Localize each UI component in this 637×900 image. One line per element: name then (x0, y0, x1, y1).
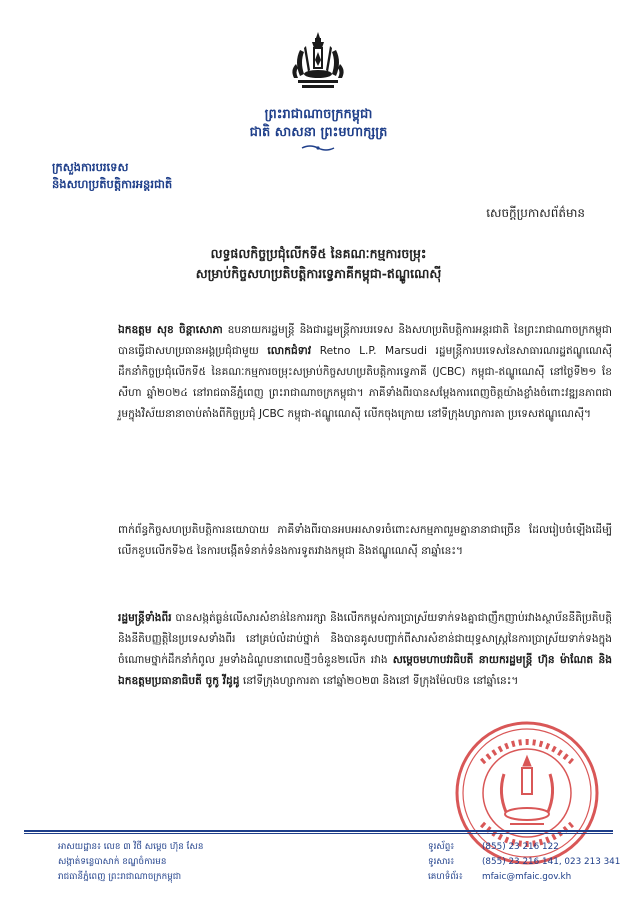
web-label: គេហទំព័រ៖ (428, 872, 463, 882)
fax-row (428, 855, 620, 870)
footer-divider-thin (24, 833, 613, 834)
phone-label: ទូរស័ព្ទ៖ (428, 842, 455, 852)
footer-divider (24, 830, 613, 832)
fax-label: ទូរសារ៖ (428, 857, 455, 867)
ministry-name-line1: ក្រសួងការបរទេស (52, 160, 129, 174)
p1-text-b: Retno L.P. Marsudi រដ្ឋមន្ត្រីការបរទេសនៃសាធារណរដ្ឋឥណ្ឌូណេស៊ី ដឹកនាំកិច្ចប្រជុំលើកទី៥ នៃគណៈកម្មការចម្រុះសម្រាប់កិច្ចសហប្រតិបត្តិការទ្វេភាគី (JCBC) កម្ពុជា-ឥណ្ឌូណេស៊ី នៅថ្ងៃទី២១ ខែសីហា ឆ្នាំ២០២៤ នៅរាជធានីភ្នំពេញ ព្រះរាជាណាចក្រកម្ពុជា។ ភាគីទាំងពីរបានសម្តែងការពេញចិត្តយ៉ាងខ្លាំងចំពោះវឌ្ឍនភាពជារួមក្នុងវិស័យនានាចាប់តាំងពីកិច្ចប្រជុំ JCBC កម្ពុជា-ឥណ្ឌូណេស៊ី លើកចុងក្រោយ នៅទីក្រុងហ្សាការតា ប្រទេសឥណ្ឌូណេស៊ី។ (118, 345, 612, 420)
press-release-label: សេចក្តីប្រកាសព័ត៌មាន (486, 206, 585, 220)
document-title-line2: សម្រាប់កិច្ចសហប្រតិបត្តិការទ្វេភាគីកម្ពុជា-ឥណ្ឌូណេស៊ី (195, 266, 442, 281)
fax-value: (855) 23 216 141, 023 213 341 (482, 857, 621, 867)
paragraph-2: ពាក់ព័ន្ធកិច្ចសហប្រតិបត្តិការនយោបាយ ភាគីទាំងពីរបានអបអរសាទរចំពោះសកម្មភាពរួមគ្នានានាជាច្រើន ដែលរៀបចំឡើងដើម្បីលើកខួបលើកទី៦៥ នៃការបង្កើតទំនាក់ទំនងការទូតរវាងកម្ពុជា និងឥណ្ឌូណេស៊ី នាឆ្នាំនេះ។ (118, 524, 612, 557)
p1-lead: ឯកឧត្តម សុខ ចិន្តាសោភា (118, 324, 223, 336)
ornament-divider-icon (300, 144, 336, 152)
kingdom-name: ព្រះរាជាណាចក្រកម្ពុជា (264, 107, 373, 122)
p3-names: សម្តេចមហាបវរធិបតី នាយករដ្ឋមន្ត្រី ហ៊ុន ម៉ាណែត និង ឯកឧត្តមប្រធានាធិបតី ចូកូ វីដូដូ (118, 654, 613, 687)
phone-row (428, 840, 620, 855)
document-title-line1: លទ្ធផលកិច្ចប្រជុំលើកទី៥ នៃគណៈកម្មការចម្រុះ (210, 246, 427, 261)
ministry-name-line2: និងសហប្រតិបត្តិការអន្តរជាតិ (52, 177, 173, 191)
p3-lead: រដ្ឋមន្ត្រីទាំងពីរ (118, 612, 172, 624)
paragraph-1 (118, 320, 612, 488)
address-line-2: សង្កាត់ទន្លេបាសាក់ ខណ្ឌចំការមន (58, 857, 167, 867)
phone-value: (855) 23 216 122 (482, 842, 559, 852)
p1-text-a: ឧបនាយករដ្ឋមន្ត្រី និងជារដ្ឋមន្ត្រីការបរទេស និងសហប្រតិបត្តិការអន្តរជាតិ នៃព្រះរាជាណាចក្រកម្ពុជា បានធ្វើជាសហប្រធានអង្គប្រជុំជាមួយ (118, 324, 612, 357)
footer-contact (428, 840, 620, 885)
footer-address (58, 840, 203, 885)
address-line-1: អាសយដ្ឋាន៖ លេខ ៣ វិថី សម្តេច ហ៊ុន សែន (58, 842, 204, 852)
web-value[interactable]: mfaic@mfaic.gov.kh (482, 872, 572, 882)
address-line-3: រាជធានីភ្នំពេញ ព្រះរាជាណាចក្រកម្ពុជា (58, 872, 182, 882)
p3-text-b: នៅទីក្រុងហ្សាការតា នៅឆ្នាំ២០២៣ និងនៅ ទីក្រុងម៉ែលប៊ន នៅឆ្នាំនេះ។ (239, 675, 519, 687)
royal-coat-of-arms-icon (286, 30, 350, 94)
national-motto: ជាតិ សាសនា ព្រះមហាក្សត្រ (249, 125, 388, 140)
web-row (428, 870, 620, 885)
p3-text-a: បានសង្កត់ធ្ងន់លើសារសំខាន់នៃការរក្សា និងលើកកម្ពស់ការប្រាស្រ័យទាក់ទងគ្នាជាញឹកញាប់រវាងស្ថាប័ននីតិប្រតិបត្តិ និងនីតិបញ្ញត្តិនៃប្រទេសទាំងពីរ នៅគ្រប់លំដាប់ថ្នាក់ និងបានគូសបញ្ជាក់ពីសារសំខាន់ជាយុទ្ធសាស្ត្រនៃការប្រាស្រ័យទាក់ទងក្នុងចំណោមថ្នាក់ដឹកនាំកំពូល រួមទាំងដំណួបនាពេលថ្មីៗចំនួន២លើក រវាង (118, 612, 612, 666)
p1-name: លោកជំទាវ (267, 345, 312, 357)
